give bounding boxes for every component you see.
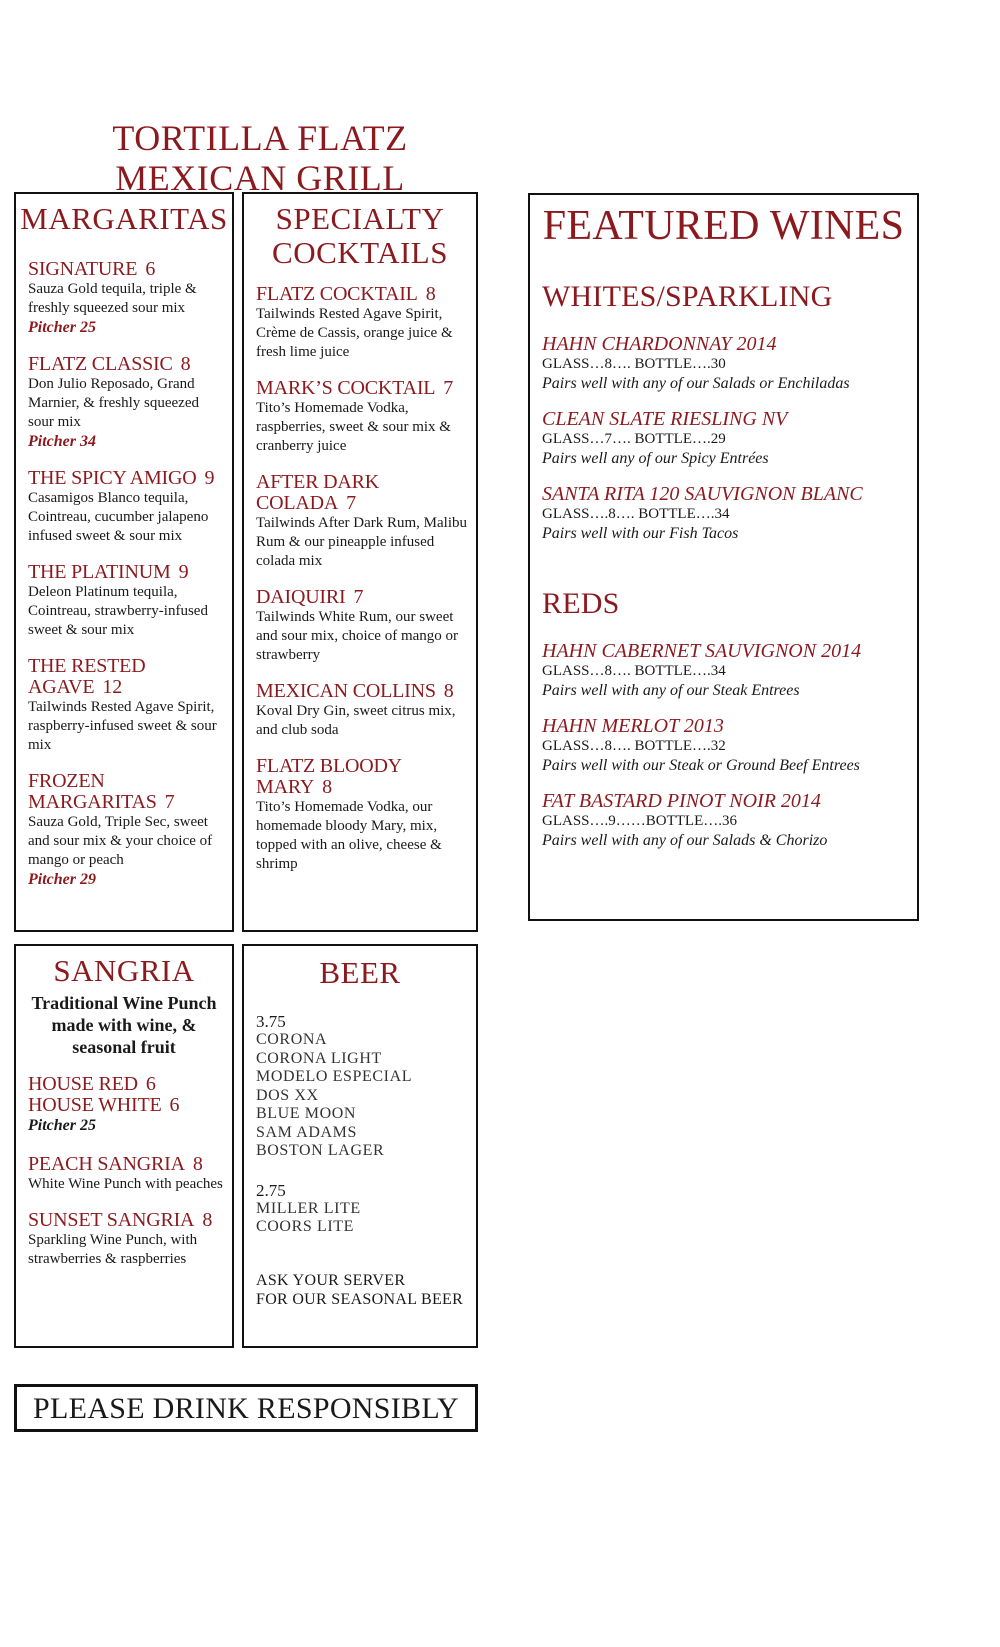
item-name: SIGNATURE: [28, 258, 138, 280]
item-price: 8: [443, 680, 454, 702]
item-description: Tailwinds Rested Agave Spirit, Crème de Cassis, orange juice & fresh lime juice: [256, 306, 453, 360]
beer-name: BOSTON LAGER: [256, 1142, 385, 1159]
beer-title: BEER: [319, 955, 401, 990]
reds-list: [542, 640, 914, 851]
whites-list: [542, 333, 914, 544]
item-description: Don Julio Reposado, Grand Marnier, & freshly squeezed sour mix: [28, 376, 199, 430]
beer-group2-price: 2.75: [256, 1180, 286, 1200]
item-description: White Wine Punch with peaches: [28, 1176, 223, 1192]
item-name: MARK’S COCKTAIL: [256, 377, 436, 399]
wine-item: [542, 640, 914, 701]
beer-group2: [256, 1200, 470, 1237]
item-description: Casamigos Blanco tequila, Cointreau, cucumber jalapeno infused sweet & sour mix: [28, 490, 209, 544]
wine-item: [542, 483, 914, 544]
item-name: THE PLATINUM: [28, 561, 171, 583]
wine-item: [542, 408, 914, 469]
item-name: THE RESTED AGAVE: [28, 655, 146, 698]
menu-item: [28, 1154, 226, 1194]
whites-title: WHITES/SPARKLING: [542, 280, 833, 313]
menu-item: [256, 284, 470, 362]
cocktails-list: [256, 284, 470, 874]
wine-item: [542, 790, 914, 851]
menu-item: [28, 771, 226, 890]
item-price: 7: [353, 586, 364, 608]
item-description: Tailwinds After Dark Rum, Malibu Rum & our pineapple infused colada mix: [256, 515, 468, 569]
beer-name: DOS XX: [256, 1086, 319, 1104]
menu-item: [28, 259, 226, 338]
item-name-row: [256, 587, 470, 608]
wine-pairing: Pairs well with any of our Salads or Enchiladas: [542, 375, 850, 392]
margaritas-list: [28, 259, 226, 890]
sangria-section: [14, 944, 234, 1348]
item-description: Tito’s Homemade Vodka, raspberries, sweet & sour mix & cranberry juice: [256, 400, 451, 454]
item-name-row: [28, 1154, 226, 1175]
house-white-price: 6: [169, 1094, 180, 1116]
item-name: AFTER DARK COLADA: [256, 471, 380, 514]
footer-box: [14, 1384, 478, 1432]
margaritas-title: MARGARITAS: [20, 201, 228, 236]
margaritas-section: [14, 192, 234, 932]
item-name-row: [256, 284, 470, 305]
beer-name: CORONA LIGHT: [256, 1049, 382, 1067]
wine-name: HAHN CHARDONNAY 2014: [542, 333, 777, 355]
sangria-title: SANGRIA: [53, 953, 195, 988]
restaurant-name: [100, 118, 420, 198]
restaurant-name-line1: TORTILLA FLATZ: [112, 118, 408, 158]
restaurant-name-line2: MEXICAN GRILL: [115, 158, 405, 198]
item-price: 7: [346, 492, 356, 514]
item-name-row: [256, 378, 470, 399]
wine-item: [542, 333, 914, 394]
house-red: [28, 1074, 226, 1095]
item-description: Sauza Gold tequila, triple & freshly squeezed sour mix: [28, 281, 197, 316]
item-name: DAIQUIRI: [256, 586, 346, 608]
beer-name: BLUE MOON: [256, 1105, 357, 1122]
beer-section: [242, 944, 478, 1348]
item-price: 8: [322, 776, 332, 798]
seasonal-beer-line1: ASK YOUR SERVER: [256, 1271, 406, 1289]
wine-price: GLASS…8…. BOTTLE….32: [542, 738, 726, 754]
item-pitcher-price: Pitcher 25: [28, 319, 96, 336]
item-name-row: [256, 472, 470, 514]
menu-item: [28, 1210, 226, 1269]
item-name-row: [256, 756, 470, 798]
beer-group1: [256, 1031, 470, 1161]
house-red-price: 6: [145, 1073, 156, 1095]
menu-item: [256, 587, 470, 665]
beer-name: MILLER LITE: [256, 1199, 361, 1217]
beer-name: SAM ADAMS: [256, 1123, 357, 1141]
wines-section: [528, 193, 919, 921]
wine-price: GLASS….9……BOTTLE….36: [542, 813, 737, 829]
beer-name: MODELO ESPECIAL: [256, 1068, 413, 1085]
wine-price: GLASS…8…. BOTTLE….34: [542, 663, 726, 679]
item-description: Tailwinds Rested Agave Spirit, raspberry-infused sweet & sour mix: [28, 699, 217, 753]
item-price: 8: [180, 353, 191, 375]
item-name-row: [28, 259, 226, 280]
item-price: 7: [164, 791, 175, 813]
item-description: Sparkling Wine Punch, with strawberries & raspberries: [28, 1232, 198, 1267]
item-price: 9: [204, 467, 215, 489]
item-description: Koval Dry Gin, sweet citrus mix, and club soda: [256, 703, 456, 738]
menu-item: [256, 378, 470, 456]
seasonal-beer-line2: FOR OUR SEASONAL BEER: [256, 1290, 464, 1308]
reds-title: REDS: [542, 587, 620, 620]
item-name: FROZEN MARGARITAS: [28, 770, 157, 813]
wine-pairing: Pairs well with any of our Salads & Chorizo: [542, 832, 828, 849]
item-name: MEXICAN COLLINS: [256, 680, 436, 702]
sangria-tagline: Traditional Wine Punch made with wine, & seasonal fruit: [31, 993, 217, 1057]
item-name: PEACH SANGRIA: [28, 1153, 185, 1175]
sangria-pitcher: Pitcher 25: [28, 1117, 96, 1134]
wine-price: GLASS….8…. BOTTLE….34: [542, 506, 730, 522]
wine-name: CLEAN SLATE RIESLING NV: [542, 408, 788, 430]
item-name: SUNSET SANGRIA: [28, 1209, 195, 1231]
item-name-row: [28, 656, 226, 698]
item-name: THE SPICY AMIGO: [28, 467, 197, 489]
menu-item: [28, 354, 226, 452]
wine-pairing: Pairs well with our Steak or Ground Beef Entrees: [542, 757, 860, 774]
house-white: [28, 1095, 226, 1116]
wine-name: FAT BASTARD PINOT NOIR 2014: [542, 790, 821, 812]
item-name-row: [28, 468, 226, 489]
wine-pairing: Pairs well any of our Spicy Entrées: [542, 450, 769, 467]
item-pitcher-price: Pitcher 34: [28, 433, 96, 450]
cocktails-title-line2: COCKTAILS: [272, 235, 448, 270]
cocktails-title-line1: SPECIALTY: [275, 201, 445, 236]
item-description: Deleon Platinum tequila, Cointreau, strawberry-infused sweet & sour mix: [28, 584, 208, 638]
cocktails-section: [242, 192, 478, 932]
item-price: 8: [425, 283, 436, 305]
house-white-name: HOUSE WHITE: [28, 1094, 162, 1116]
house-red-name: HOUSE RED: [28, 1073, 138, 1095]
wine-price: GLASS…8…. BOTTLE….30: [542, 356, 726, 372]
sangria-items: [28, 1154, 226, 1269]
beer-name: COORS LITE: [256, 1218, 354, 1235]
item-pitcher-price: Pitcher 29: [28, 871, 96, 888]
beer-name: CORONA: [256, 1031, 328, 1048]
menu-item: [256, 681, 470, 740]
item-name-row: [28, 771, 226, 813]
menu-item: [256, 756, 470, 874]
item-price: 8: [192, 1153, 203, 1175]
item-name: FLATZ CLASSIC: [28, 353, 173, 375]
wine-price: GLASS…7…. BOTTLE….29: [542, 431, 726, 447]
wine-item: [542, 715, 914, 776]
item-name-row: [256, 681, 470, 702]
menu-item: [256, 472, 470, 571]
sangria-list: [28, 1074, 226, 1269]
item-name-row: [28, 354, 226, 375]
menu-item: [28, 656, 226, 755]
wine-name: HAHN MERLOT 2013: [542, 715, 724, 737]
item-price: 9: [178, 561, 189, 583]
seasonal-beer-note: [256, 1271, 470, 1309]
wine-name: SANTA RITA 120 SAUVIGNON BLANC: [542, 483, 863, 505]
item-name-row: [28, 562, 226, 583]
wine-pairing: Pairs well with our Fish Tacos: [542, 525, 739, 542]
drink-responsibly-text: PLEASE DRINK RESPONSIBLY: [33, 1392, 459, 1425]
cocktails-title: [244, 202, 476, 270]
item-price: 6: [145, 258, 156, 280]
item-description: Tito’s Homemade Vodka, our homemade bloody Mary, mix, topped with an olive, cheese & shrimp: [256, 799, 442, 872]
wine-name: HAHN CABERNET SAUVIGNON 2014: [542, 640, 862, 662]
item-price: 8: [202, 1209, 213, 1231]
item-description: Tailwinds White Rum, our sweet and sour mix, choice of mango or strawberry: [256, 609, 459, 663]
menu-item: [28, 468, 226, 546]
beer-group1-price: 3.75: [256, 1012, 286, 1031]
wines-title: FEATURED WINES: [542, 203, 905, 249]
wine-pairing: Pairs well with any of our Steak Entrees: [542, 682, 800, 699]
item-price: 7: [443, 377, 454, 399]
item-name: FLATZ COCKTAIL: [256, 283, 418, 305]
item-price: 12: [102, 676, 123, 698]
menu-item: [28, 562, 226, 640]
item-name-row: [28, 1210, 226, 1231]
item-description: Sauza Gold, Triple Sec, sweet and sour mix & your choice of mango or peach: [28, 814, 213, 868]
item-name: FLATZ BLOODY MARY: [256, 755, 402, 798]
beer-list: [256, 1012, 470, 1309]
